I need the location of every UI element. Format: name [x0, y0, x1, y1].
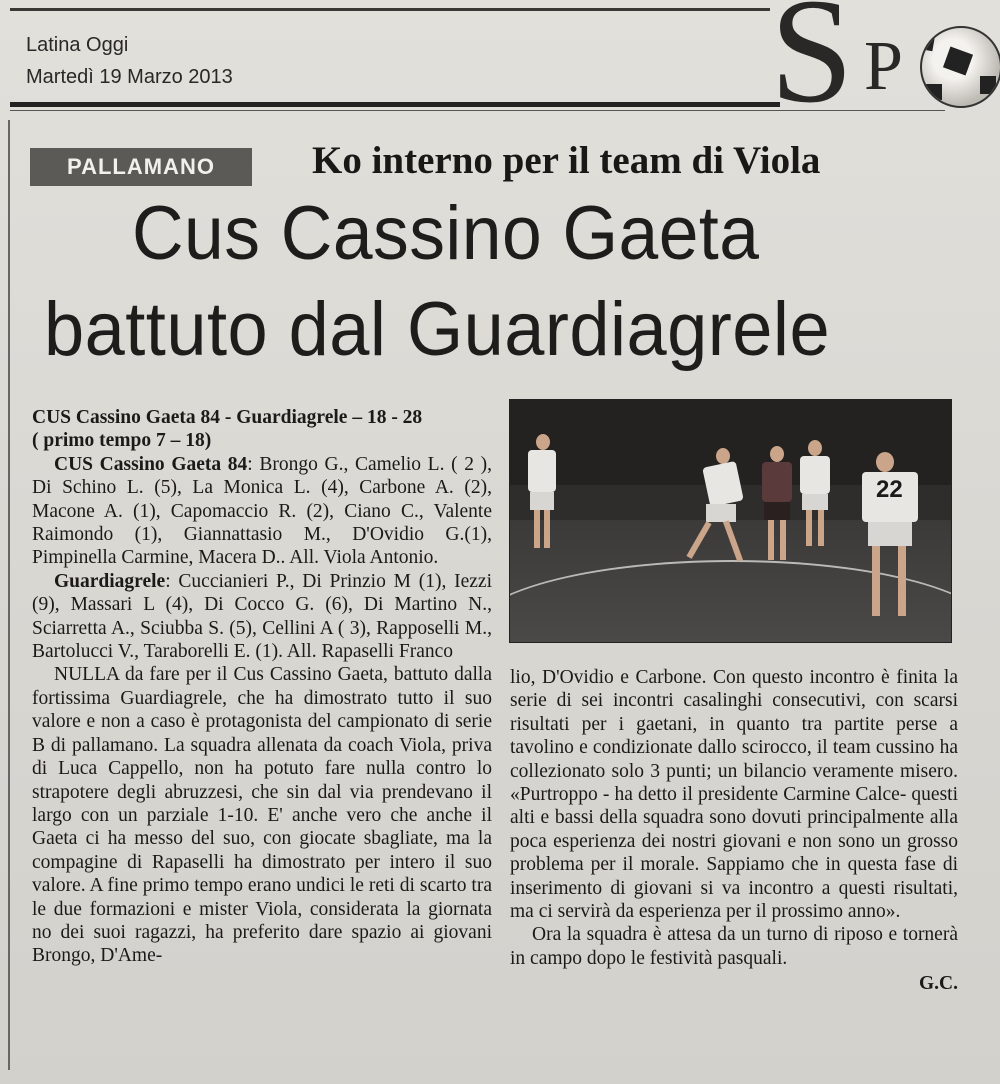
article-column-left [32, 406, 492, 968]
section-kicker: PALLAMANO [67, 154, 215, 179]
article-body-right: lio, D'Ovidio e Carbone. Con questo incontro è finita la serie di sei incontri casalinghi consecutivi, con scarsi risultati per i gaetani, in quanto tra partite perse a tavolino e condizionate dallo scirocco, il team cussino ha collezionato solo 3 punti; un bilancio veramente misero. «Purtroppo - ha detto il presidente Carmine Calce- questi alti e bassi della squadra sono dovuti principalmente alla poca esperienza dei nostri giovani e non sono un grosso problema per il morale. Sappiamo che in questa fase di inserimento di giovani si va incontro a questi risultati, ma ci servirà da esperienza per il prossimo anno». [510, 667, 958, 923]
newspaper-name: Latina Oggi [26, 34, 129, 56]
football-icon [920, 26, 1000, 108]
headline-line-1: Cus Cassino Gaeta [132, 191, 760, 276]
score-line: CUS Cassino Gaeta 84 - Guardiagrele – 18 - 28 [32, 407, 423, 428]
article-column-right [510, 666, 958, 996]
article-subhead: Ko interno per il team di Viola [312, 139, 821, 182]
author-signature: G.C. [919, 973, 958, 995]
masthead-rule [10, 102, 780, 107]
jersey-number: 22 [876, 476, 903, 503]
issue-date: Martedì 19 Marzo 2013 [26, 66, 233, 88]
sport-section-logo: S P [768, 0, 1000, 110]
article-closing: Ora la squadra è attesa da un turno di riposo e tornerà in campo dopo le festività pasquali. [510, 924, 958, 969]
halftime-score: ( primo tempo 7 – 18) [32, 430, 212, 452]
masthead-thin-rule [10, 110, 945, 111]
headline-line-2: battuto dal Guardiagrele [44, 287, 831, 372]
lineup-away: Guardiagrele: Cuccianieri P., Di Prinzio M (1), Iezzi (9), Massari L (4), Di Cocco G. (6), Di Martino N., Sciarretta A., Sciubba S. (5), Cellini A ( 3), Rapposelli M., Bartolucci V., Taraborelli E. (1). All. Rapaselli Franco [32, 570, 492, 663]
match-photo [509, 399, 952, 643]
article-body-left: NULLA da fare per il Cus Cassino Gaeta, battuto dalla fortissima Guardiagrele, che ha dimostrato tutto il suo valore e non a caso è protagonista del campionato di serie B di pallamano. La squadra allenata da coach Viola, priva di Luca Cappello, non ha potuto fare nulla contro lo strapotere degli abruzzesi, che sin dal via prendevano il largo con un parziale 1-10. E' anche vero che anche il Gaeta ci ha messo del suo, con giocate sbagliate, ma la compagine di Rapaselli ha dimostrato per intero il suo valore. A fine primo tempo erano undici le reti di scarto tra le due formazioni e mister Viola, considerata la giornata no dei suoi ragazzi, ha preferito dare spazio ai giovani Brongo, D'Ame- [32, 664, 492, 967]
lineup-home: CUS Cassino Gaeta 84: Brongo G., Camelio L. ( 2 ), Di Schino L. (5), La Monica L. (4), Carbone A. (2), Macone A. (1), Capomaccio R. (2), Ciano C., Valente Raimondo (1), Giannattasio M., D'Ovidio G.(1), Pimpinella Carmine, Macera D.. All. Viola Antonio. [32, 453, 492, 569]
top-rule [10, 8, 770, 11]
page-border [8, 120, 10, 1070]
